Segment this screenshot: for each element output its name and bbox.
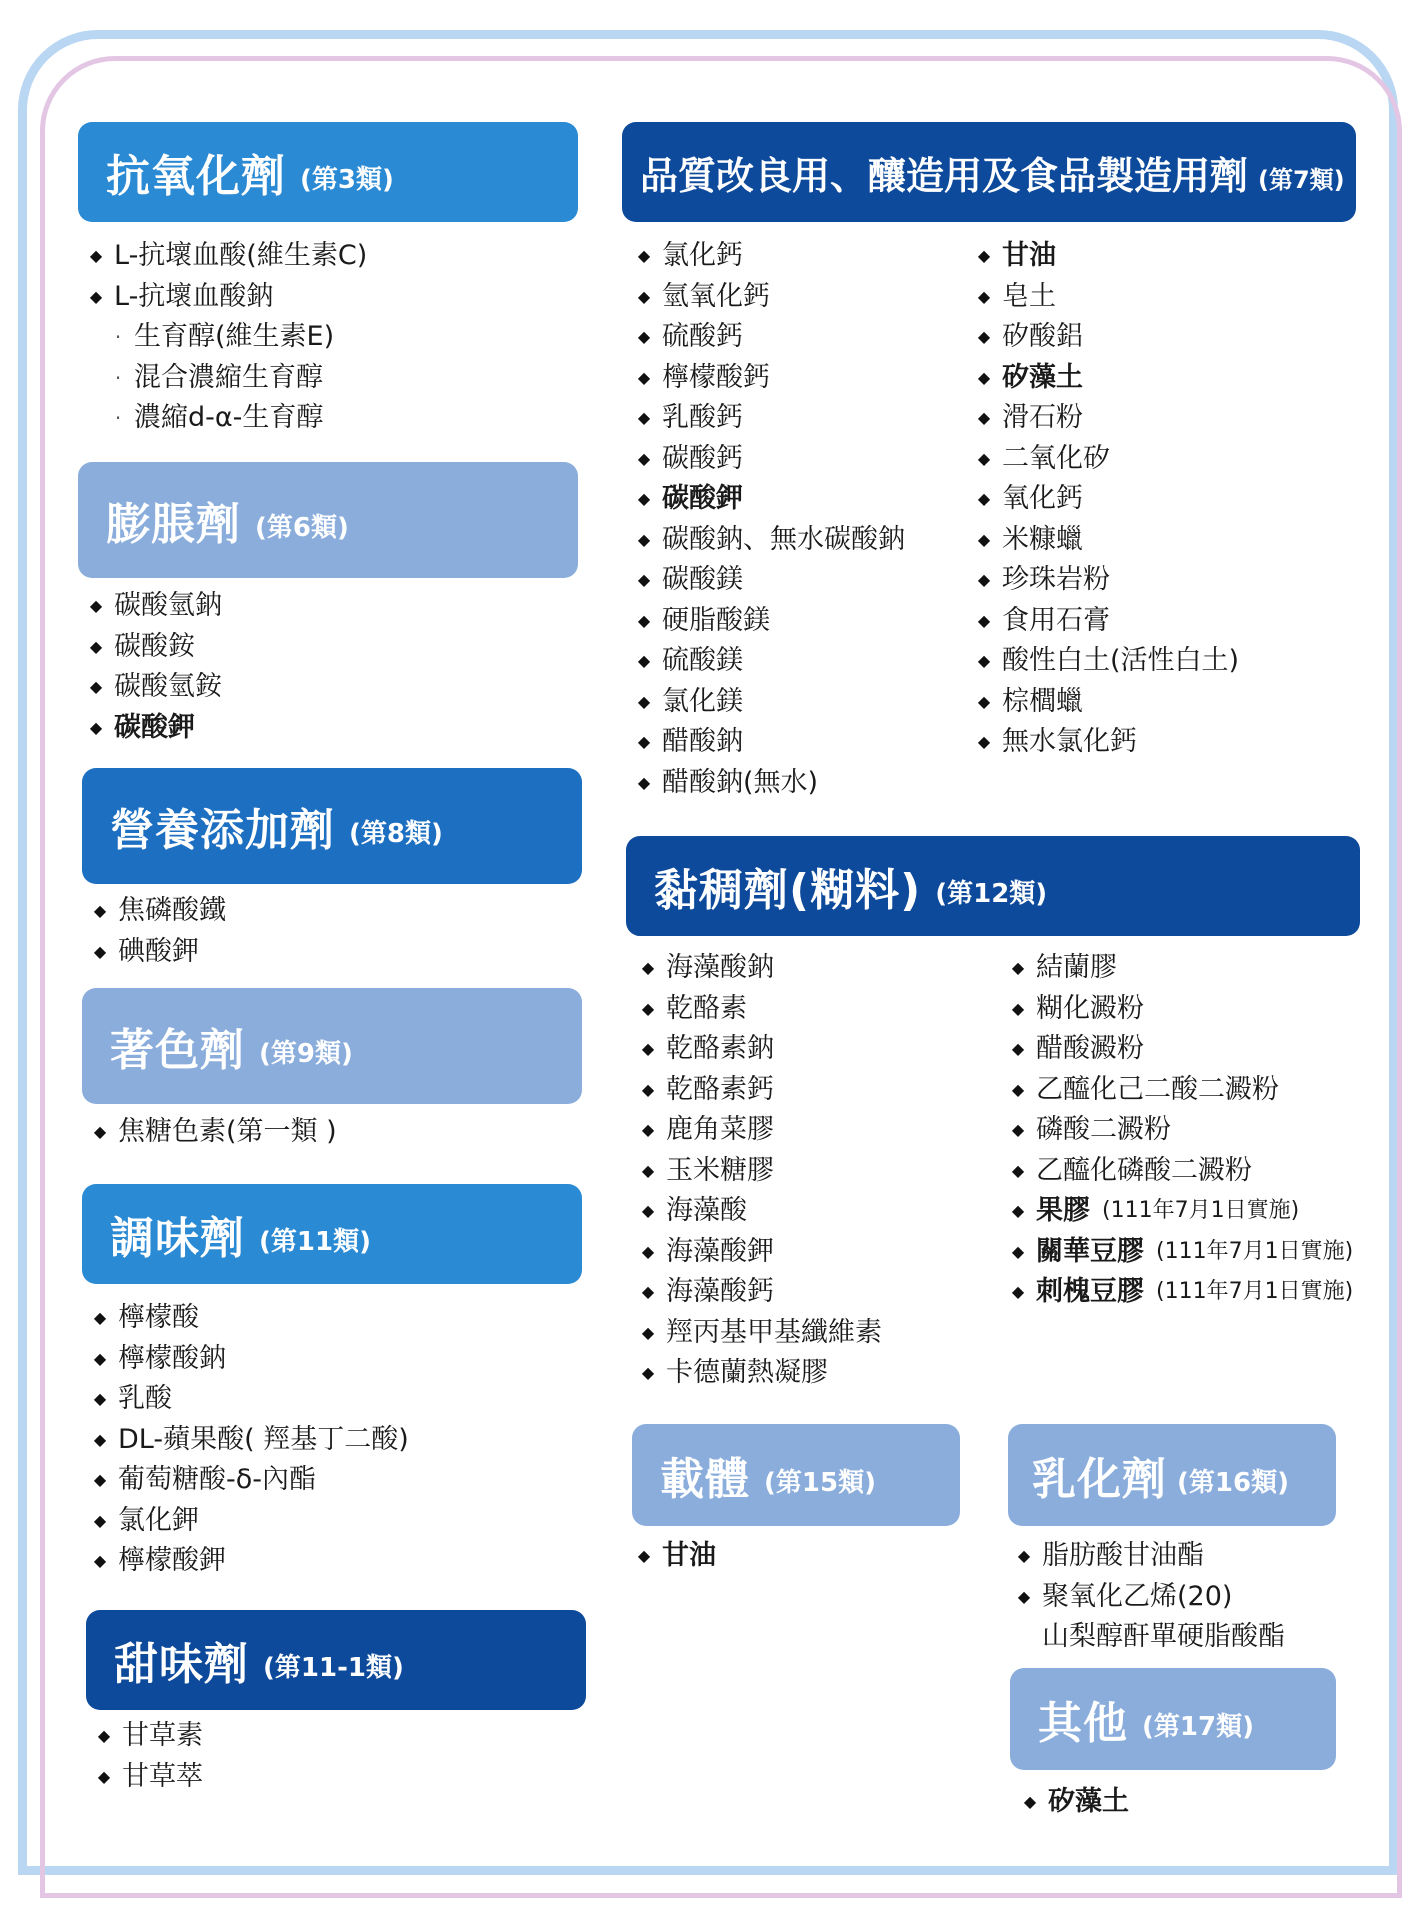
list-item: ◆ 氯化鎂 — [637, 685, 743, 717]
list-item: ◆ 碳酸鈣 — [637, 442, 743, 474]
list-item: ◆ 甘油 — [637, 1540, 716, 1571]
nutrition-title: 營養添加劑 — [110, 805, 335, 856]
diamond-bullet-icon: ◆ — [641, 1241, 655, 1261]
diamond-bullet-icon: ◆ — [93, 1348, 107, 1368]
leavening-category: (第6類) — [255, 512, 349, 543]
list-item: ◆ 焦糖色素(第一類 ) — [93, 1116, 337, 1147]
list-item: ◆ 焦磷酸鐵 — [93, 895, 226, 926]
diamond-bullet-icon: ◆ — [641, 1120, 655, 1140]
diamond-bullet-icon: ◆ — [977, 732, 991, 752]
diamond-bullet-icon: ◆ — [977, 286, 991, 306]
list-item: ◆ 醋酸澱粉 — [1011, 1033, 1144, 1064]
diamond-bullet-icon: ◆ — [637, 246, 651, 266]
diamond-bullet-icon: ◆ — [93, 941, 107, 961]
antioxidant-category: (第3類) — [300, 164, 394, 195]
thickener-list-col2 — [1010, 948, 1353, 1313]
carrier-category: (第15類) — [764, 1467, 876, 1498]
leavening-title: 膨脹劑 — [106, 499, 241, 550]
diamond-bullet-icon: ◆ — [641, 1282, 655, 1302]
list-item: ◆ 滑石粉 — [977, 402, 1083, 433]
seasoning-category: (第11類) — [259, 1226, 371, 1257]
diamond-bullet-icon: ◆ — [1011, 1241, 1025, 1261]
effective-date-note: (111年7月1日實施) — [1102, 1198, 1300, 1223]
list-item: ◆ 乾酪素 — [641, 992, 747, 1024]
diamond-bullet-icon: ◆ — [89, 596, 103, 616]
diamond-bullet-icon: ◆ — [977, 570, 991, 590]
diamond-bullet-icon: ◆ — [637, 367, 651, 387]
diamond-bullet-icon: ◆ — [977, 529, 991, 549]
diamond-bullet-icon: ◆ — [1011, 1039, 1025, 1059]
diamond-bullet-icon: ◆ — [89, 677, 103, 697]
list-item: ◆ 乾酪素鈣 — [641, 1073, 774, 1105]
list-item: ◆ 珍珠岩粉 — [977, 564, 1110, 595]
list-subitem: · 混合濃縮生育醇 — [88, 358, 367, 399]
list-item: ◆ 醋酸鈉(無水) — [637, 766, 819, 798]
list-item: ◆ 脂肪酸甘油酯 — [1017, 1540, 1204, 1571]
list-item: ◆ 氫氧化鈣 — [637, 280, 770, 312]
diamond-bullet-icon: ◆ — [97, 1726, 111, 1746]
list-item: ◆ 乙醯化己二酸二澱粉 — [1011, 1073, 1279, 1105]
list-item: ◆ 果膠 (111年7月1日實施) — [1010, 1191, 1353, 1232]
seasoning-header — [82, 1184, 582, 1284]
list-item: ◆ 糊化澱粉 — [1011, 992, 1144, 1024]
leavening-list — [88, 586, 222, 748]
list-item: ◆ 鹿角菜膠 — [641, 1114, 774, 1145]
diamond-bullet-icon: ◆ — [1017, 1546, 1031, 1566]
list-item: ◆ 食用石膏 — [977, 604, 1110, 636]
list-item: ◆ 乾酪素鈉 — [641, 1033, 774, 1064]
list-item: ◆ L-抗壞血酸鈉 — [89, 280, 274, 312]
list-item: ◆ 關華豆膠 (111年7月1日實施) — [1010, 1232, 1353, 1273]
antioxidant-title: 抗氧化劑 — [106, 151, 286, 202]
emulsifier-header — [1008, 1424, 1336, 1526]
nutrition-category: (第8類) — [349, 818, 443, 849]
list-subitem: · 濃縮d-α-生育醇 — [88, 398, 367, 439]
quality-header — [622, 122, 1356, 222]
quality-category: (第7類) — [1258, 165, 1345, 194]
list-item: ◆ 米糠蠟 — [977, 523, 1083, 555]
diamond-bullet-icon: ◆ — [89, 286, 103, 306]
diamond-bullet-icon: ◆ — [637, 408, 651, 428]
list-item: ◆ 棕櫚蠟 — [977, 685, 1083, 717]
other-list — [1022, 1782, 1129, 1823]
diamond-bullet-icon: ◆ — [93, 1551, 107, 1571]
list-item: ◆ 海藻酸鉀 — [641, 1235, 774, 1267]
list-item: ◆ 海藻酸鈉 — [641, 952, 774, 983]
diamond-bullet-icon: ◆ — [977, 367, 991, 387]
diamond-bullet-icon: ◆ — [89, 636, 103, 656]
list-subitem: · 生育醇(維生素E) — [88, 317, 367, 358]
list-item: ◆ 碳酸銨 — [89, 630, 195, 662]
list-item: ◆ 碘酸鉀 — [93, 935, 199, 967]
diamond-bullet-icon: ◆ — [977, 651, 991, 671]
list-item: ◆ 氯化鈣 — [637, 240, 743, 271]
list-item: ◆ 甘草萃 — [97, 1760, 203, 1792]
thickener-header — [626, 836, 1360, 936]
list-item: ◆ 碳酸鉀 — [89, 711, 195, 743]
diamond-bullet-icon: ◆ — [977, 246, 991, 266]
emulsifier-category: (第16類) — [1177, 1467, 1289, 1498]
diamond-bullet-icon: ◆ — [637, 691, 651, 711]
dot-bullet-icon: · — [114, 365, 122, 390]
list-item: ◆ 二氧化矽 — [977, 442, 1110, 474]
antioxidant-header — [78, 122, 578, 222]
emulsifier-title: 乳化劑 — [1032, 1454, 1167, 1505]
diamond-bullet-icon: ◆ — [637, 651, 651, 671]
carrier-list — [636, 1536, 716, 1577]
list-item: ◆ 碳酸氫銨 — [89, 671, 222, 702]
diamond-bullet-icon: ◆ — [637, 489, 651, 509]
diamond-bullet-icon: ◆ — [637, 610, 651, 630]
list-item: ◆ 羥丙基甲基纖維素 — [641, 1316, 882, 1348]
diamond-bullet-icon: ◆ — [637, 448, 651, 468]
diamond-bullet-icon: ◆ — [1011, 1160, 1025, 1180]
dot-bullet-icon: · — [114, 406, 122, 431]
coloring-title: 著色劑 — [110, 1025, 245, 1076]
diamond-bullet-icon: ◆ — [637, 1546, 651, 1566]
list-item: ◆ 玉米糖膠 — [641, 1154, 774, 1186]
diamond-bullet-icon: ◆ — [977, 448, 991, 468]
diamond-bullet-icon: ◆ — [93, 1122, 107, 1142]
list-item: ◆ L-抗壞血酸(維生素C) — [89, 240, 368, 271]
diamond-bullet-icon: ◆ — [641, 958, 655, 978]
list-item: ◆ 檸檬酸鈣 — [637, 361, 770, 393]
antioxidant-list — [88, 236, 367, 439]
carrier-title: 載體 — [660, 1454, 750, 1505]
emulsifier-list — [1016, 1536, 1285, 1658]
diamond-bullet-icon: ◆ — [89, 717, 103, 737]
diamond-bullet-icon: ◆ — [637, 732, 651, 752]
diamond-bullet-icon: ◆ — [637, 286, 651, 306]
list-item: ◆ 無水氯化鈣 — [977, 726, 1137, 757]
diamond-bullet-icon: ◆ — [641, 1039, 655, 1059]
seasoning-list — [92, 1298, 409, 1582]
diamond-bullet-icon: ◆ — [1023, 1792, 1037, 1812]
coloring-list — [92, 1112, 337, 1153]
list-item: ◆ 皂土 — [977, 280, 1056, 312]
diamond-bullet-icon: ◆ — [1011, 1079, 1025, 1099]
diamond-bullet-icon: ◆ — [1017, 1586, 1031, 1606]
diamond-bullet-icon: ◆ — [641, 1201, 655, 1221]
nutrition-list — [92, 891, 226, 972]
diamond-bullet-icon: ◆ — [977, 327, 991, 347]
list-item: ◆ 檸檬酸鈉 — [93, 1342, 226, 1374]
diamond-bullet-icon: ◆ — [637, 327, 651, 347]
carrier-header — [632, 1424, 960, 1526]
list-item: ◆ 檸檬酸鉀 — [93, 1545, 226, 1576]
list-item: ◆ 聚氧化乙烯(20) — [1017, 1580, 1233, 1612]
list-item: ◆ DL-蘋果酸( 羥基丁二酸) — [93, 1423, 409, 1455]
list-item: ◆ 磷酸二澱粉 — [1011, 1114, 1171, 1145]
list-item: ◆ 碳酸鈉、無水碳酸鈉 — [637, 523, 905, 555]
diamond-bullet-icon: ◆ — [641, 1079, 655, 1099]
diamond-bullet-icon: ◆ — [641, 1322, 655, 1342]
thickener-category: (第12類) — [935, 878, 1048, 909]
sweetener-category: (第11-1類) — [263, 1652, 404, 1683]
effective-date-note: (111年7月1日實施) — [1156, 1238, 1354, 1264]
diamond-bullet-icon: ◆ — [93, 1510, 107, 1530]
diamond-bullet-icon: ◆ — [977, 610, 991, 630]
list-item: ◆ 硫酸鎂 — [637, 645, 743, 676]
diamond-bullet-icon: ◆ — [637, 772, 651, 792]
list-item: ◆ 硬脂酸鎂 — [637, 604, 770, 636]
list-item: ◆ 海藻酸鈣 — [641, 1276, 774, 1307]
quality-list-col1 — [636, 236, 905, 803]
diamond-bullet-icon: ◆ — [97, 1766, 111, 1786]
diamond-bullet-icon: ◆ — [93, 1308, 107, 1328]
list-item: ◆ 矽酸鋁 — [977, 321, 1083, 352]
list-item: ◆ 乳酸鈣 — [637, 402, 743, 433]
other-header — [1010, 1668, 1336, 1770]
list-item: ◆ 碳酸氫鈉 — [89, 590, 222, 621]
leavening-header — [78, 462, 578, 578]
list-item: ◆ 卡德蘭熱凝膠 — [641, 1357, 828, 1388]
list-item: ◆ 甘油 — [977, 240, 1056, 271]
diamond-bullet-icon: ◆ — [641, 998, 655, 1018]
diamond-bullet-icon: ◆ — [637, 570, 651, 590]
diamond-bullet-icon: ◆ — [1011, 958, 1025, 978]
quality-list-col2 — [976, 236, 1239, 763]
seasoning-title: 調味劑 — [110, 1213, 245, 1264]
coloring-category: (第9類) — [259, 1038, 353, 1069]
list-item: ◆ 乳酸 — [93, 1383, 172, 1414]
list-item: ◆ 檸檬酸 — [93, 1302, 199, 1333]
list-item: ◆ 醋酸鈉 — [637, 726, 743, 757]
coloring-header — [82, 988, 582, 1104]
sweetener-header — [86, 1610, 586, 1710]
list-item: ◆ 碳酸鉀 — [637, 483, 743, 514]
list-item: ◆ 矽藻土 — [1023, 1786, 1129, 1817]
list-item: ◆ 碳酸鎂 — [637, 564, 743, 595]
list-item: ◆ 海藻酸 — [641, 1195, 747, 1226]
thickener-list-col1 — [640, 948, 882, 1394]
diamond-bullet-icon: ◆ — [1011, 1201, 1025, 1221]
dot-bullet-icon: · — [114, 325, 122, 350]
list-item: ◆ 結蘭膠 — [1011, 952, 1117, 983]
list-item-continuation: 山梨醇酐單硬脂酸酯 — [1042, 1621, 1285, 1652]
diamond-bullet-icon: ◆ — [637, 529, 651, 549]
diamond-bullet-icon: ◆ — [1011, 1120, 1025, 1140]
sweetener-title: 甜味劑 — [114, 1639, 249, 1690]
diamond-bullet-icon: ◆ — [89, 246, 103, 266]
list-item: ◆ 刺槐豆膠 (111年7月1日實施) — [1010, 1272, 1353, 1313]
list-item: ◆ 乙醯化磷酸二澱粉 — [1011, 1154, 1252, 1186]
other-category: (第17類) — [1142, 1711, 1254, 1742]
quality-title: 品質改良用、釀造用及食品製造用劑 — [640, 153, 1249, 198]
diamond-bullet-icon: ◆ — [93, 901, 107, 921]
nutrition-header — [82, 768, 582, 884]
list-item: ◆ 硫酸鈣 — [637, 321, 743, 352]
sweetener-list — [96, 1716, 203, 1797]
diamond-bullet-icon: ◆ — [93, 1470, 107, 1490]
diamond-bullet-icon: ◆ — [641, 1363, 655, 1383]
diamond-bullet-icon: ◆ — [977, 691, 991, 711]
list-item: ◆ 氯化鉀 — [93, 1504, 199, 1536]
list-item: ◆ 酸性白土(活性白土) — [977, 645, 1240, 676]
diamond-bullet-icon: ◆ — [93, 1429, 107, 1449]
thickener-title: 黏稠劑(糊料) — [654, 865, 922, 916]
list-item: ◆ 氧化鈣 — [977, 483, 1083, 514]
diamond-bullet-icon: ◆ — [641, 1160, 655, 1180]
diamond-bullet-icon: ◆ — [93, 1389, 107, 1409]
diamond-bullet-icon: ◆ — [977, 408, 991, 428]
diamond-bullet-icon: ◆ — [977, 489, 991, 509]
list-item: ◆ 葡萄糖酸-δ-內酯 — [93, 1464, 317, 1495]
diamond-bullet-icon: ◆ — [1011, 998, 1025, 1018]
list-item: ◆ 甘草素 — [97, 1720, 203, 1751]
list-item: ◆ 矽藻土 — [977, 361, 1083, 393]
other-title: 其他 — [1038, 1698, 1128, 1749]
effective-date-note: (111年7月1日實施) — [1156, 1279, 1354, 1304]
diamond-bullet-icon: ◆ — [1011, 1282, 1025, 1302]
